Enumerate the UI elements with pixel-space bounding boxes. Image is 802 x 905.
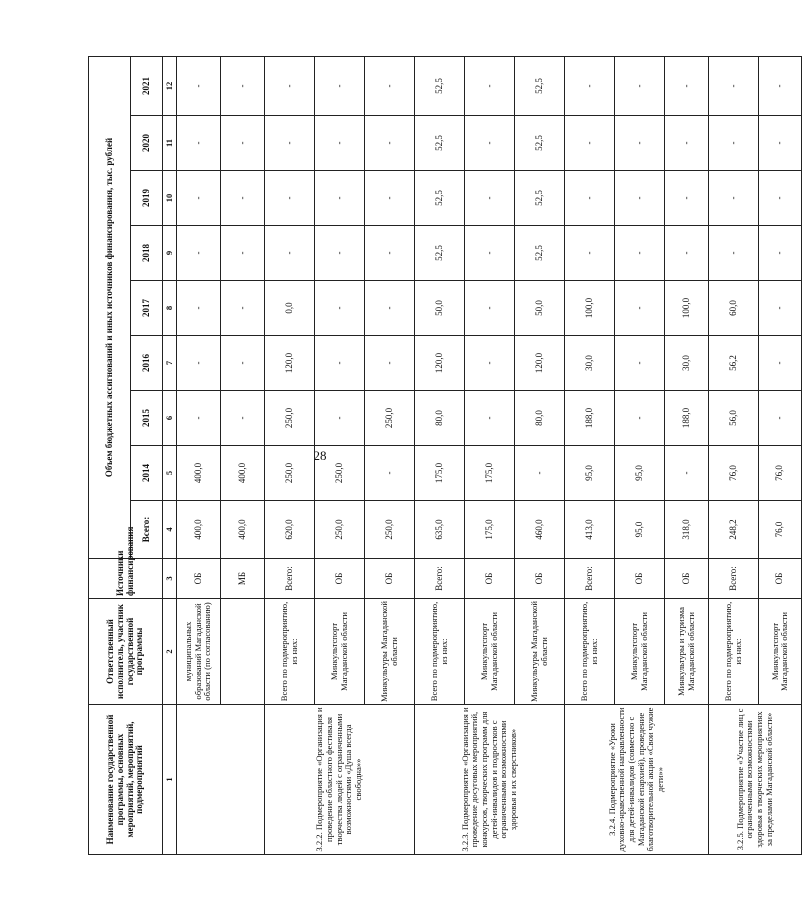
executor-cell: Минкультуры Магаданской области <box>515 599 565 705</box>
header-name: Наименование государственной программы, основных мероприятий, мероприятий, подмероприятий <box>89 705 163 855</box>
source-cell: Всего: <box>709 559 759 599</box>
value-cell: - <box>759 391 802 446</box>
value-cell: - <box>665 226 709 281</box>
value-cell: - <box>615 336 665 391</box>
value-cell: - <box>265 116 315 171</box>
executor-cell: Всего по подмероприятию, из них: <box>415 599 465 705</box>
value-cell: - <box>615 226 665 281</box>
value-cell: - <box>365 56 415 115</box>
value-cell: - <box>365 226 415 281</box>
value-cell: - <box>221 226 265 281</box>
value-cell: 175,0 <box>465 501 515 559</box>
value-cell: 250,0 <box>265 446 315 501</box>
value-cell: 250,0 <box>265 391 315 446</box>
value-cell: - <box>465 336 515 391</box>
value-cell: - <box>265 56 315 115</box>
value-cell: 50,0 <box>515 281 565 336</box>
value-cell: - <box>221 336 265 391</box>
value-cell: 52,5 <box>515 116 565 171</box>
year-header: 2017 <box>131 281 163 336</box>
source-cell: ОБ <box>665 559 709 599</box>
value-cell: 30,0 <box>665 336 709 391</box>
value-cell: - <box>465 226 515 281</box>
value-cell: 635,0 <box>415 501 465 559</box>
value-cell: - <box>177 116 221 171</box>
year-header: 2020 <box>131 116 163 171</box>
value-cell: 50,0 <box>415 281 465 336</box>
value-cell: 95,0 <box>615 501 665 559</box>
value-cell: - <box>615 391 665 446</box>
executor-cell: муниципальных образований Магаданской области (по согласованию) <box>177 599 221 705</box>
value-cell: - <box>465 171 515 226</box>
source-cell: ОБ <box>759 559 802 599</box>
executor-cell: Всего по подмероприятию, из них: <box>709 599 759 705</box>
value-cell: - <box>709 56 759 115</box>
value-cell: - <box>565 116 615 171</box>
value-cell: - <box>221 281 265 336</box>
funding-table <box>88 56 802 855</box>
year-header: 2019 <box>131 171 163 226</box>
table-body <box>177 56 802 854</box>
value-cell: 400,0 <box>177 446 221 501</box>
value-cell: - <box>465 56 515 115</box>
value-cell: 56,0 <box>709 391 759 446</box>
value-cell: 175,0 <box>415 446 465 501</box>
executor-cell: Всего по подмероприятию, из них: <box>265 599 315 705</box>
value-cell: - <box>221 391 265 446</box>
value-cell: 120,0 <box>515 336 565 391</box>
source-cell: ОБ <box>315 559 365 599</box>
value-cell: - <box>221 56 265 115</box>
executor-cell <box>221 599 265 705</box>
value-cell: 248,2 <box>709 501 759 559</box>
value-cell: - <box>315 336 365 391</box>
executor-cell: Всего по подмероприятию, из них: <box>565 599 615 705</box>
value-cell: 76,0 <box>709 446 759 501</box>
value-cell: - <box>365 446 415 501</box>
source-cell: ОБ <box>365 559 415 599</box>
value-cell: - <box>365 116 415 171</box>
value-cell: - <box>665 116 709 171</box>
value-cell: - <box>665 56 709 115</box>
value-cell: - <box>177 391 221 446</box>
value-cell: 80,0 <box>515 391 565 446</box>
value-cell: - <box>615 116 665 171</box>
value-cell: - <box>177 336 221 391</box>
executor-cell: Минкультспорт Магаданской области <box>465 599 515 705</box>
column-number: 4 <box>163 501 177 559</box>
value-cell: 95,0 <box>615 446 665 501</box>
value-cell: 80,0 <box>415 391 465 446</box>
activity-name: 3.2.3. Подмероприятие «Организация и проведение досуговых мероприятий, конкурсов, творческих программ для детей-инвалидов и подростков с ограниченными возможностями здоровья и их сверстников» <box>415 705 565 855</box>
value-cell: - <box>177 56 221 115</box>
executor-cell: Минкультспорт Магаданской области <box>759 599 802 705</box>
executor-cell: Минкультспорт Магаданской области <box>315 599 365 705</box>
value-cell: 76,0 <box>759 501 802 559</box>
source-cell: Всего: <box>415 559 465 599</box>
year-header: 2018 <box>131 226 163 281</box>
year-header: 2015 <box>131 391 163 446</box>
column-number: 10 <box>163 171 177 226</box>
value-cell: - <box>565 56 615 115</box>
source-cell: Всего: <box>265 559 315 599</box>
executor-cell: Минкультспорт Магаданской области <box>615 599 665 705</box>
year-header: 2016 <box>131 336 163 391</box>
value-cell: 400,0 <box>221 446 265 501</box>
value-cell: - <box>565 171 615 226</box>
column-number: 3 <box>163 559 177 599</box>
column-number: 5 <box>163 446 177 501</box>
value-cell: - <box>315 281 365 336</box>
table-row <box>177 56 221 854</box>
value-cell: 188,0 <box>565 391 615 446</box>
value-cell: 100,0 <box>665 281 709 336</box>
value-cell: 30,0 <box>565 336 615 391</box>
value-cell: - <box>665 446 709 501</box>
value-cell: - <box>265 226 315 281</box>
value-cell: - <box>221 171 265 226</box>
value-cell: 400,0 <box>221 501 265 559</box>
value-cell: 620,0 <box>265 501 315 559</box>
value-cell: - <box>615 56 665 115</box>
value-cell: - <box>177 171 221 226</box>
source-cell: ОБ <box>615 559 665 599</box>
value-cell: - <box>315 116 365 171</box>
value-cell: 56,2 <box>709 336 759 391</box>
value-cell: 413,0 <box>565 501 615 559</box>
value-cell: - <box>709 226 759 281</box>
column-number: 7 <box>163 336 177 391</box>
column-number: 2 <box>163 599 177 705</box>
value-cell: - <box>759 226 802 281</box>
value-cell: 250,0 <box>365 501 415 559</box>
value-cell: 250,0 <box>315 446 365 501</box>
value-cell: - <box>565 226 615 281</box>
value-cell: - <box>615 281 665 336</box>
value-cell: - <box>315 171 365 226</box>
value-cell: 400,0 <box>177 501 221 559</box>
value-cell: - <box>365 281 415 336</box>
value-cell: 250,0 <box>365 391 415 446</box>
column-number: 9 <box>163 226 177 281</box>
value-cell: - <box>759 116 802 171</box>
value-cell: 52,5 <box>415 116 465 171</box>
value-cell: 100,0 <box>565 281 615 336</box>
header-executor: Ответственный исполнитель, участник государственной программы <box>89 599 163 705</box>
value-cell: 60,0 <box>709 281 759 336</box>
value-cell: 52,5 <box>515 171 565 226</box>
source-cell: МБ <box>221 559 265 599</box>
value-cell: 318,0 <box>665 501 709 559</box>
value-cell: - <box>177 281 221 336</box>
activity-name: 3.2.5. Подмероприятие «Участие лиц с ограниченными возможностями здоровья в творческих мероприятиях за пределами Магаданской области» <box>709 705 802 855</box>
header-source: Источники финансирования <box>89 559 163 599</box>
executor-cell: Минкультуры Магаданской области <box>365 599 415 705</box>
table-row <box>565 56 615 854</box>
source-cell: ОБ <box>515 559 565 599</box>
rotated-table-container <box>88 57 789 855</box>
table-row <box>265 56 315 854</box>
value-cell: - <box>759 171 802 226</box>
table-row <box>709 56 759 854</box>
header-funding: Объем бюджетных ассигнований и иных источников финансирования, тыс. рублей <box>89 56 131 558</box>
value-cell: 0,0 <box>265 281 315 336</box>
value-cell: 52,5 <box>515 56 565 115</box>
column-number: 8 <box>163 281 177 336</box>
executor-cell: Минкультуры и туризма Магаданской области <box>665 599 709 705</box>
value-cell: - <box>221 116 265 171</box>
value-cell: - <box>315 56 365 115</box>
value-cell: 95,0 <box>565 446 615 501</box>
value-cell: 52,5 <box>415 226 465 281</box>
value-cell: 52,5 <box>415 171 465 226</box>
source-cell: ОБ <box>465 559 515 599</box>
value-cell: 52,5 <box>415 56 465 115</box>
column-number: 6 <box>163 391 177 446</box>
value-cell: 188,0 <box>665 391 709 446</box>
value-cell: - <box>315 391 365 446</box>
value-cell: - <box>315 226 365 281</box>
value-cell: 120,0 <box>265 336 315 391</box>
value-cell: - <box>365 336 415 391</box>
value-cell: 175,0 <box>465 446 515 501</box>
activity-name: 3.2.2. Подмероприятие «Организация и проведение областного фестиваля творчества людей с ограниченными возможностями «Душа всегда свободна»» <box>265 705 415 855</box>
value-cell: 76,0 <box>759 446 802 501</box>
year-header: 2014 <box>131 446 163 501</box>
value-cell: - <box>465 391 515 446</box>
activity-name: 3.2.4. Подмероприятие «Уроки духовно-нравственной направленности для детей-инвалидов (совместно с Магаданской епархией), проведение благотворительной акции «Свои чужие дети»» <box>565 705 709 855</box>
value-cell: 460,0 <box>515 501 565 559</box>
value-cell: - <box>615 171 665 226</box>
value-cell: 120,0 <box>415 336 465 391</box>
source-cell: ОБ <box>177 559 221 599</box>
value-cell: - <box>265 171 315 226</box>
value-cell: - <box>759 56 802 115</box>
value-cell: - <box>515 446 565 501</box>
value-cell: - <box>365 171 415 226</box>
value-cell: 52,5 <box>515 226 565 281</box>
year-header: Всего: <box>131 501 163 559</box>
column-number: 1 <box>163 705 177 855</box>
value-cell: - <box>759 336 802 391</box>
value-cell: - <box>759 281 802 336</box>
value-cell: - <box>465 116 515 171</box>
year-header: 2021 <box>131 56 163 115</box>
value-cell: - <box>465 281 515 336</box>
column-number: 11 <box>163 116 177 171</box>
table-row <box>415 56 465 854</box>
column-number: 12 <box>163 56 177 115</box>
value-cell: - <box>709 171 759 226</box>
value-cell: - <box>665 171 709 226</box>
value-cell: - <box>177 226 221 281</box>
value-cell: 250,0 <box>315 501 365 559</box>
page-number: 28 <box>313 448 327 463</box>
activity-name <box>177 705 265 855</box>
value-cell: - <box>709 116 759 171</box>
source-cell: Всего: <box>565 559 615 599</box>
